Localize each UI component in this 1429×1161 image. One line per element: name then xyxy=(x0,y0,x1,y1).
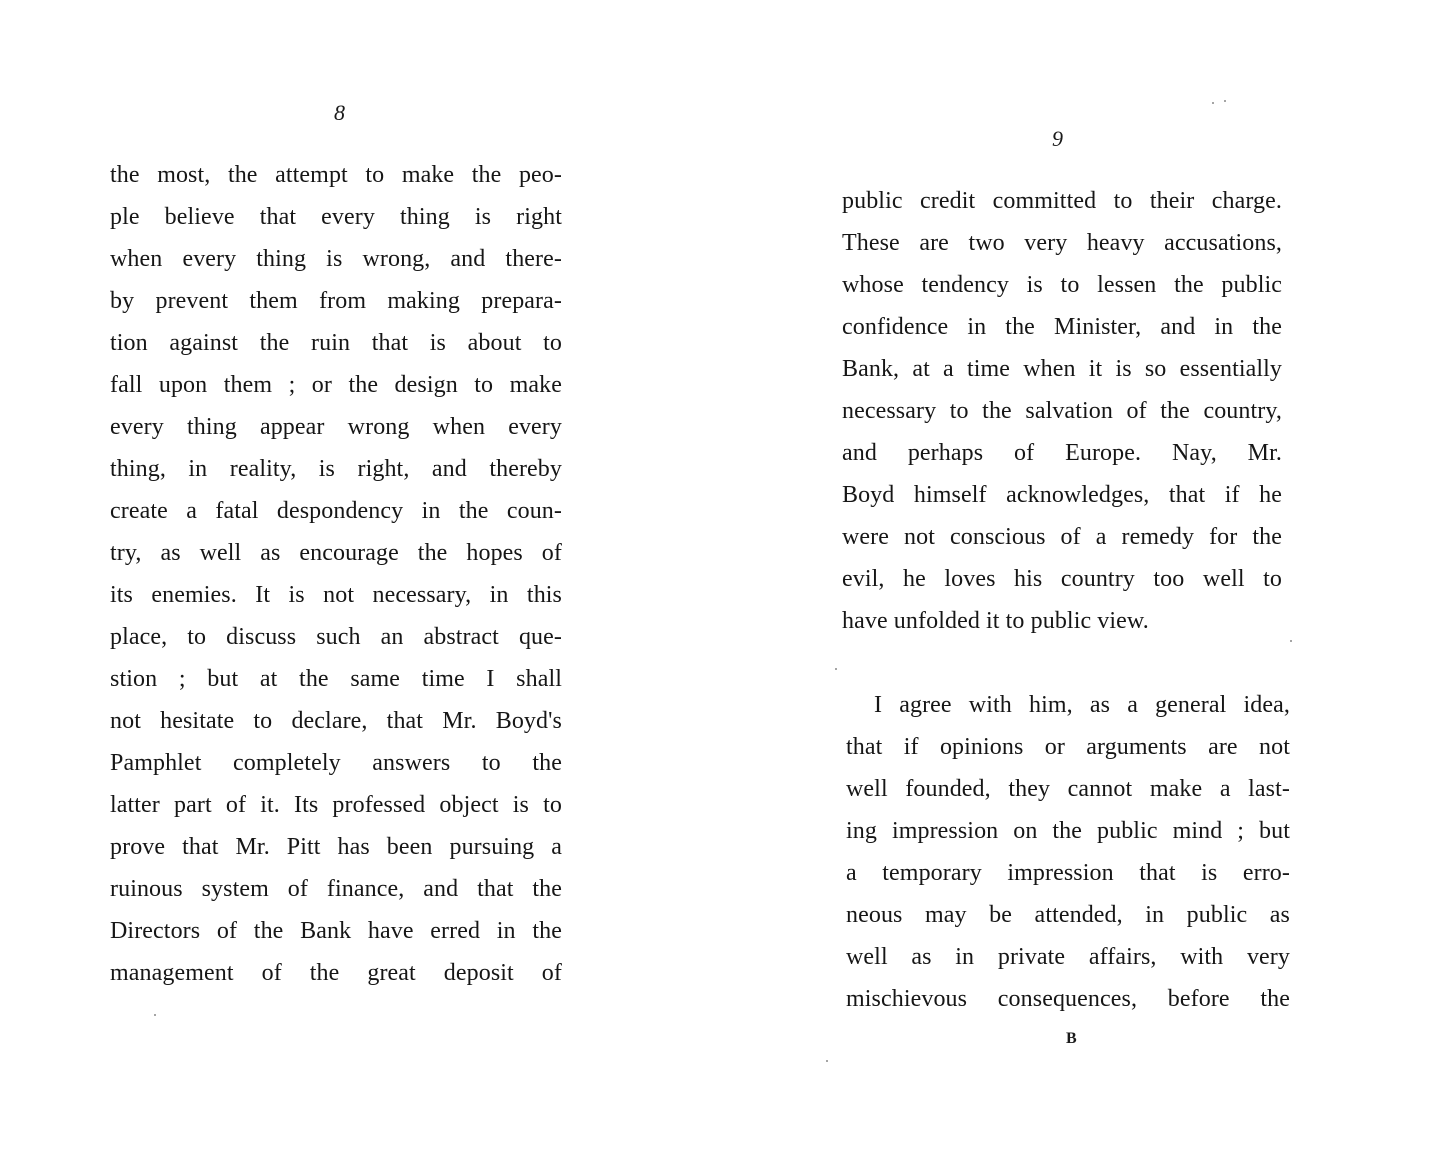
text-line: confidence in the Minister, and in the xyxy=(842,314,1282,340)
text-line: have unfolded it to public view. xyxy=(842,608,1149,634)
left-page xyxy=(0,0,700,1161)
text-line: every thing appear wrong when every xyxy=(110,414,562,440)
text-line: Boyd himself acknowledges, that if he xyxy=(842,482,1282,508)
left-page-text xyxy=(110,154,562,994)
text-line: the most, the attempt to make the peo- xyxy=(110,162,562,188)
text-line: latter part of it. Its professed object is to xyxy=(110,792,562,818)
text-line: and perhaps of Europe. Nay, Mr. xyxy=(842,440,1282,466)
page-number-left: 8 xyxy=(334,100,345,125)
right-page-paragraph-1 xyxy=(842,180,1282,642)
text-line: stion ; but at the same time I shall xyxy=(110,666,562,692)
text-line: necessary to the salvation of the country, xyxy=(842,398,1282,424)
text-line: Bank, at a time when it is so essentially xyxy=(842,356,1282,382)
text-line: prove that Mr. Pitt has been pursuing a xyxy=(110,834,562,860)
text-line: when every thing is wrong, and there- xyxy=(110,246,562,272)
signature-mark: B xyxy=(1066,1030,1077,1047)
scan-speck xyxy=(1212,102,1214,104)
text-line: evil, he loves his country too well to xyxy=(842,566,1282,592)
text-line: place, to discuss such an abstract que- xyxy=(110,624,562,650)
text-line: Pamphlet completely answers to the xyxy=(110,750,562,776)
text-line: fall upon them ; or the design to make xyxy=(110,372,562,398)
text-line: Directors of the Bank have erred in the xyxy=(110,918,562,944)
text-line: public credit committed to their charge. xyxy=(842,188,1282,214)
text-line: not hesitate to declare, that Mr. Boyd's xyxy=(110,708,562,734)
text-line: well as in private affairs, with very xyxy=(846,944,1290,970)
text-line: tion against the ruin that is about to xyxy=(110,330,562,356)
text-line: These are two very heavy accusations, xyxy=(842,230,1282,256)
text-line: a temporary impression that is erro- xyxy=(846,860,1290,886)
text-line: its enemies. It is not necessary, in this xyxy=(110,582,562,608)
right-page-paragraph-2 xyxy=(846,684,1290,1020)
text-line: mischievous consequences, before the xyxy=(846,986,1290,1012)
text-line: neous may be attended, in public as xyxy=(846,902,1290,928)
text-line: management of the great deposit of xyxy=(110,960,562,986)
page-number-right: 9 xyxy=(1052,126,1063,151)
scan-speck xyxy=(1290,640,1292,642)
text-line: that if opinions or arguments are not xyxy=(846,734,1290,760)
right-page xyxy=(700,0,1429,1161)
scan-speck xyxy=(826,1060,828,1062)
scan-speck xyxy=(835,668,837,670)
scan-speck xyxy=(154,1014,156,1016)
text-line: create a fatal despondency in the coun- xyxy=(110,498,562,524)
text-line: ruinous system of finance, and that the xyxy=(110,876,562,902)
text-line: I agree with him, as a general idea, xyxy=(874,692,1290,718)
scan-speck xyxy=(1224,100,1226,102)
text-line: try, as well as encourage the hopes of xyxy=(110,540,562,566)
text-line: ple believe that every thing is right xyxy=(110,204,562,230)
text-line: thing, in reality, is right, and thereby xyxy=(110,456,562,482)
text-line: by prevent them from making prepara- xyxy=(110,288,562,314)
text-line: well founded, they cannot make a last- xyxy=(846,776,1290,802)
text-line: were not conscious of a remedy for the xyxy=(842,524,1282,550)
text-line: ing impression on the public mind ; but xyxy=(846,818,1290,844)
text-line: whose tendency is to lessen the public xyxy=(842,272,1282,298)
